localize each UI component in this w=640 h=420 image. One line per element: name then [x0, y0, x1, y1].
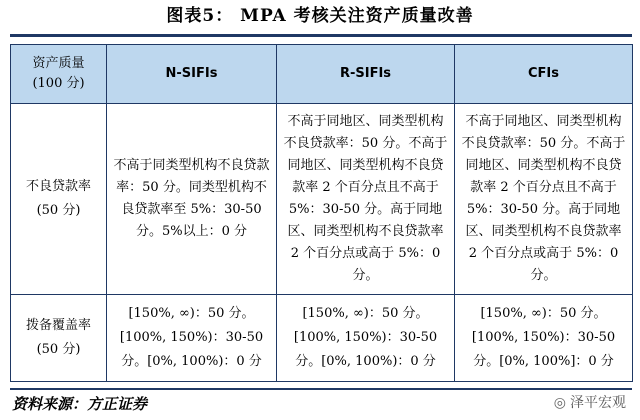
row-label-npl: [11, 104, 107, 295]
header-metric: [11, 45, 107, 104]
source-note: 资料来源：方正证券: [12, 395, 148, 413]
cell-npl-rsifis: [277, 104, 455, 295]
row-label-npl-line1: 不良贷款率: [25, 179, 91, 194]
cell-npl-nsifis: [107, 104, 277, 295]
cell-coverage-nsifis: [107, 295, 277, 382]
row-label-npl-line2: (50 分): [36, 203, 81, 218]
cell-text: 不高于同类型机构不良贷款率：50 分。同类型机构不良贷款率至 5%：30-50 分。5%以上：0 分: [113, 158, 270, 239]
ratio-line: [100%, 150%)：30-50: [119, 330, 264, 345]
row-label-coverage: [11, 295, 107, 382]
cell-npl-cfis: [455, 104, 633, 295]
title-rule: [10, 34, 632, 37]
ratio-line: [100%, 150%)：30-50: [471, 330, 616, 345]
ratio-line: 分。[0%, 100%]：0 分: [473, 354, 614, 369]
header-col-nsifis: N-SIFIs: [107, 45, 277, 104]
asset-quality-table: [10, 44, 633, 382]
watermark: [554, 392, 626, 412]
ratio-line: 分。[0%, 100%)：0 分: [121, 354, 262, 369]
header-metric-line2: (100 分): [32, 76, 85, 91]
header-col-rsifis: R-SIFIs: [277, 45, 455, 104]
watermark-text: 泽平宏观: [570, 395, 626, 411]
table-row: [11, 295, 633, 382]
table-bottom-rule: [10, 388, 632, 390]
cell-coverage-cfis: [455, 295, 633, 382]
ratio-line: [100%, 150%)：30-50: [293, 330, 438, 345]
row-label-coverage-line1: 拨备覆盖率: [25, 318, 91, 333]
cell-text: 不高于同地区、同类型机构不良贷款率：50 分。不高于同地区、同类型机构不良贷款率 2 个百分点且不高于 5%：30-50 分。高于同地区、同类型机构不良贷款率 2 个百分点或高于 5%：0 分。: [461, 114, 626, 283]
header-col-cfis: CFIs: [455, 45, 633, 104]
ratio-line: [150%, ∞)：50 分。: [302, 306, 429, 321]
figure-title: 图表5： MPA 考核关注资产质量改善: [166, 6, 474, 26]
header-metric-line1: 资产质量: [32, 56, 85, 71]
ratio-line: [150%, ∞)：50 分。: [128, 306, 255, 321]
wechat-icon: ◎: [553, 395, 566, 411]
ratio-line: [150%, ∞)：50 分。: [480, 306, 607, 321]
table-row: [11, 104, 633, 295]
cell-text: 不高于同地区、同类型机构不良贷款率：50 分。不高于同地区、同类型机构不良贷款率 2 个百分点且不高于 5%：30-50 分。高于同地区、同类型机构不良贷款率 2 个百分点或高于 5%：0 分。: [283, 114, 448, 283]
cell-coverage-rsifis: [277, 295, 455, 382]
row-label-coverage-line2: (50 分): [36, 342, 81, 357]
ratio-line: 分。[0%, 100%)：0 分: [295, 354, 436, 369]
table-header-row: [11, 45, 633, 104]
